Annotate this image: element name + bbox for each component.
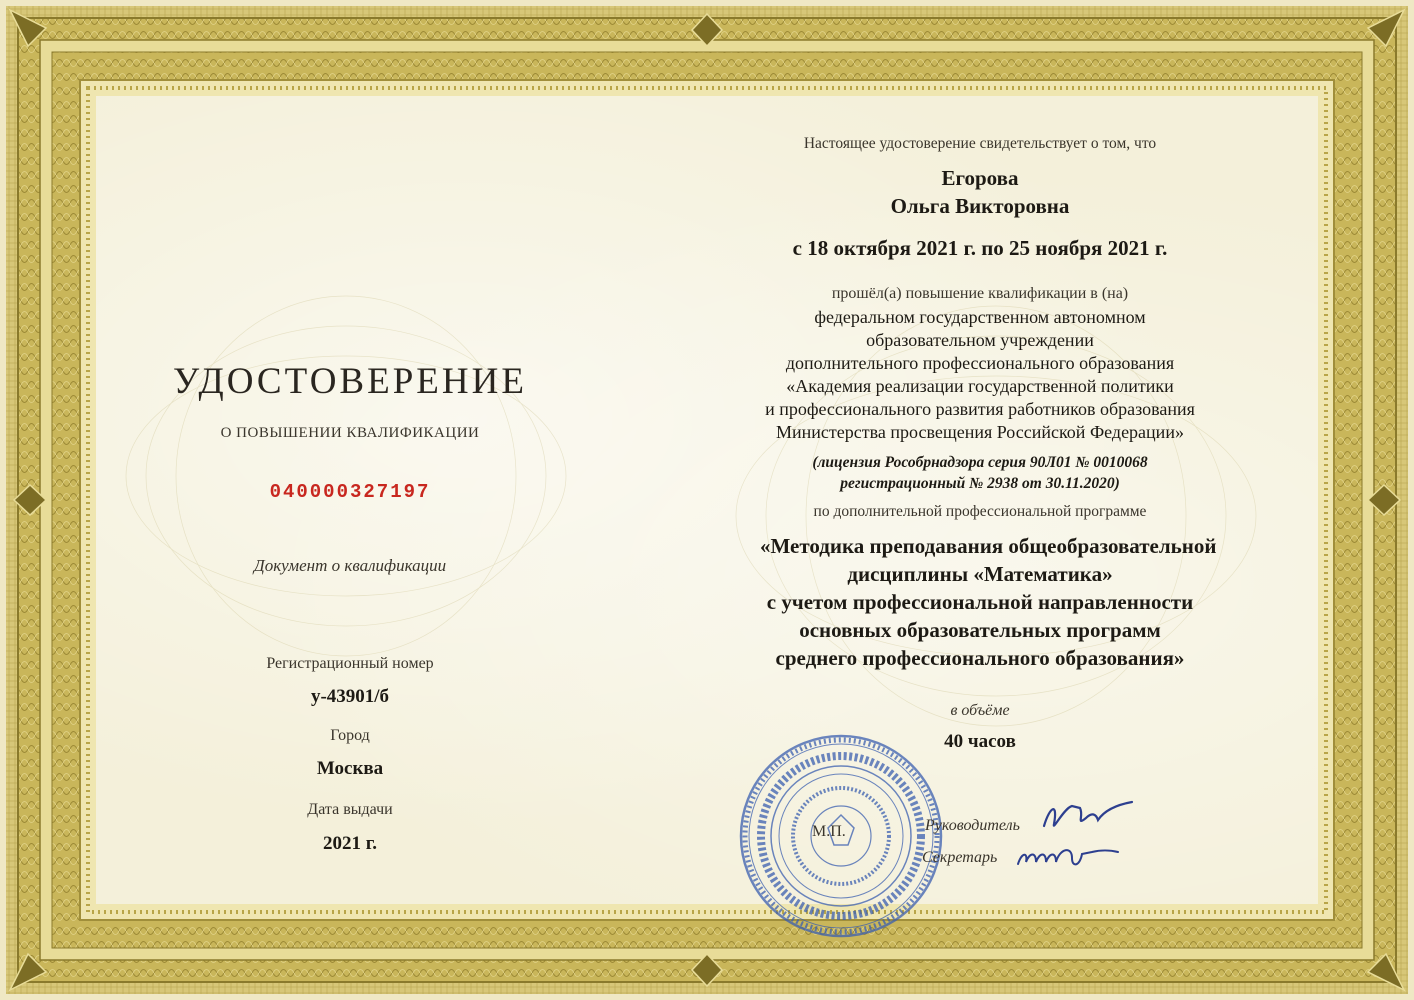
head-signature-icon [1040, 796, 1140, 836]
study-period: с 18 октября 2021 г. по 25 ноября 2021 г. [792, 236, 1168, 260]
program-line: основных образовательных программ [799, 618, 1161, 642]
seal-mark: М.П. [812, 823, 846, 840]
program-line: дисциплины «Математика» [847, 562, 1113, 586]
city-value: Москва [316, 758, 384, 779]
volume-value: 40 часов [944, 731, 1016, 752]
city-label: Город [330, 727, 370, 744]
passed-text: прошёл(а) повышение квалификации в (на) [831, 285, 1129, 302]
organization-line: дополнительного профессионального образования [785, 353, 1175, 373]
organization-line: Министерства просвещения Российской Федерации» [776, 422, 1184, 442]
organization-line: «Академия реализации государственной политики [786, 376, 1174, 396]
name-patronymic: Ольга Викторовна [890, 194, 1070, 218]
head-label: Руководитель [925, 817, 1020, 834]
document-type: Документ о квалификации [253, 556, 447, 575]
organization-line: и профессионального развития работников образования [765, 399, 1195, 419]
registration-label: Регистрационный номер [266, 655, 434, 672]
program-line: «Методика преподавания общеобразовательной [760, 534, 1217, 558]
intro-text: Настоящее удостоверение свидетельствует о том, что [803, 135, 1157, 152]
program-line: среднего профессионального образования» [775, 646, 1185, 670]
serial-number: 040000327197 [269, 481, 431, 503]
program-intro: по дополнительной профессиональной программе [813, 503, 1147, 520]
secretary-signature-icon [1014, 838, 1124, 872]
license-line: (лицензия Рособрнадзора серия 90Л01 № 0010068 [812, 454, 1148, 471]
registration-value: у-43901/б [310, 686, 390, 707]
certificate-title: УДОСТОВЕРЕНИЕ [173, 361, 527, 402]
program-line: с учетом профессиональной направленности [766, 590, 1194, 614]
issue-date-value: 2021 г. [323, 833, 377, 854]
organization-line: образовательном учреждении [866, 330, 1094, 350]
issue-date-label: Дата выдачи [307, 801, 393, 818]
volume-label: в объёме [950, 702, 1010, 719]
organization-line: федеральном государственном автономном [814, 307, 1146, 327]
certificate-subtitle: О ПОВЫШЕНИИ КВАЛИФИКАЦИИ [220, 425, 480, 441]
surname: Егорова [941, 166, 1019, 190]
secretary-label: Секретарь [922, 849, 998, 866]
license-line: регистрационный № 2938 от 30.11.2020) [840, 475, 1120, 492]
